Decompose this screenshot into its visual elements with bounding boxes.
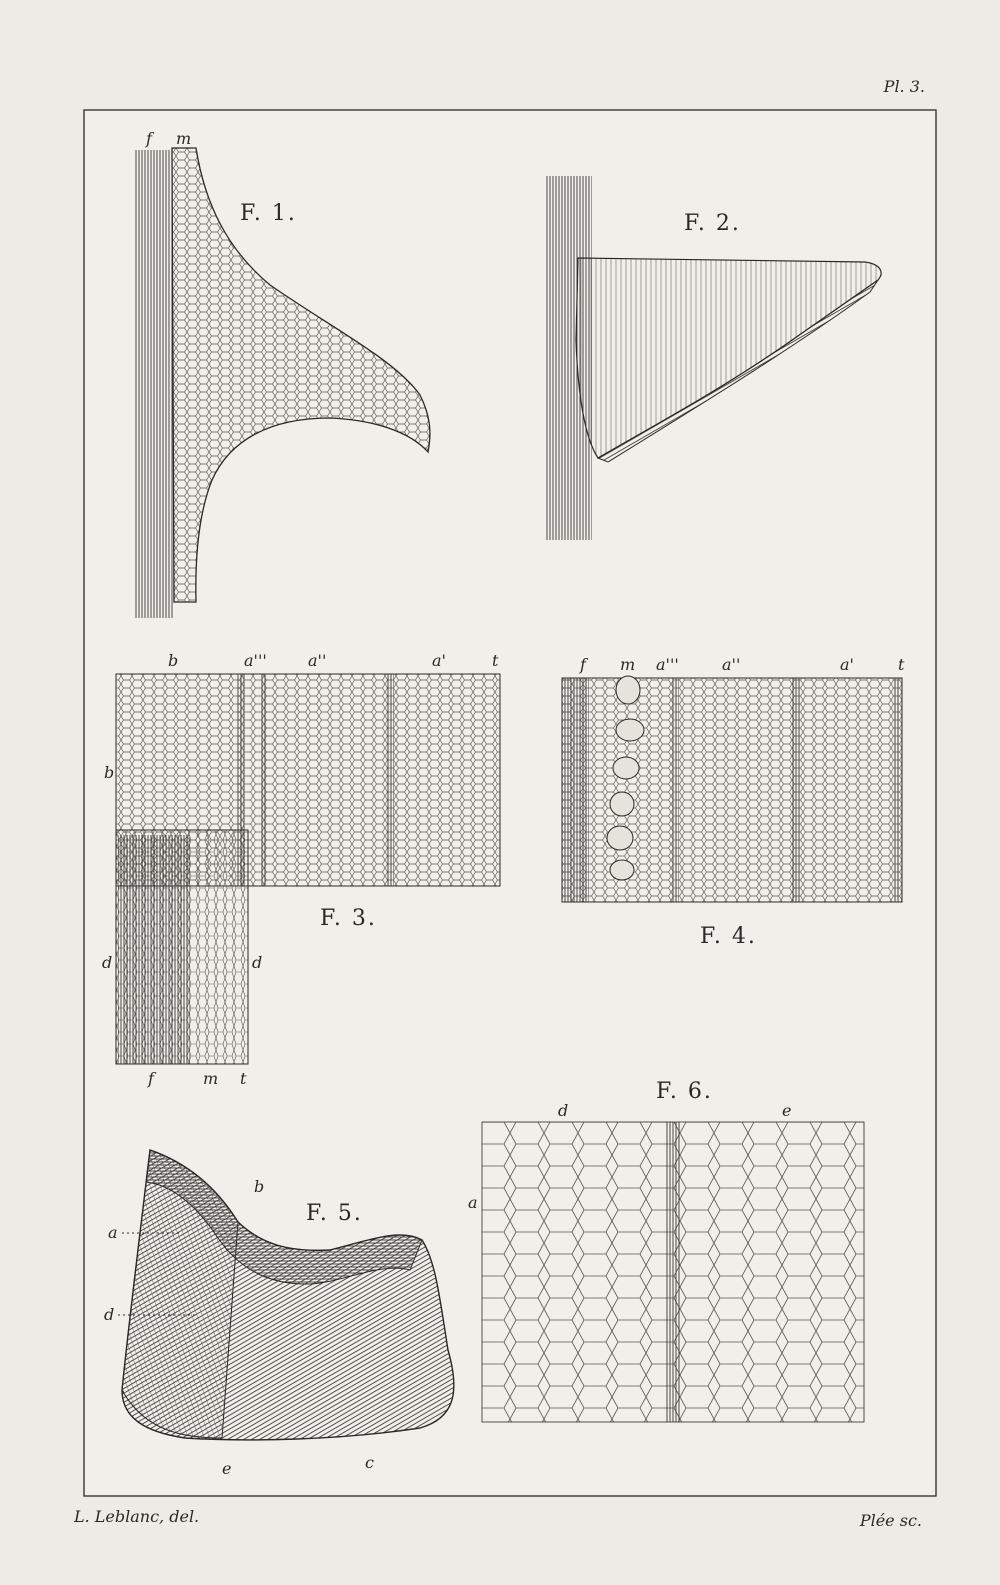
f3-label-f: f xyxy=(148,1069,154,1088)
f6-ray xyxy=(665,1122,681,1422)
credit-engraver: Plée sc. xyxy=(859,1511,922,1530)
f6-label-a: a xyxy=(468,1193,478,1212)
f4-label-a1: a' xyxy=(840,655,854,674)
f4-title: F. 4. xyxy=(700,924,757,949)
f4-label-t: t xyxy=(898,655,905,674)
f4-label-m: m xyxy=(620,655,636,674)
f6-title: F. 6. xyxy=(656,1079,713,1104)
f6-label-d: d xyxy=(558,1101,569,1120)
f1-title: F. 1. xyxy=(240,201,297,226)
f5-label-b: b xyxy=(254,1177,265,1196)
f3-label-d-right: d xyxy=(252,953,263,972)
f3-label-t-top: t xyxy=(492,651,499,670)
f4-stem xyxy=(563,678,589,902)
f3-label-a2: a'' xyxy=(308,651,327,670)
f3-stem xyxy=(118,835,190,1064)
f1-label-f: f xyxy=(146,129,152,148)
f4-ray-2 xyxy=(792,678,801,902)
f4-label-a3: a''' xyxy=(656,655,679,674)
f5-label-a: a xyxy=(108,1223,118,1242)
f3-label-t: t xyxy=(240,1069,247,1088)
credit-artist: L. Leblanc, del. xyxy=(74,1507,200,1526)
figure-6 xyxy=(468,1079,864,1422)
f1-stem xyxy=(134,150,174,618)
f4-ray-3 xyxy=(893,678,900,902)
f3-label-a3: a''' xyxy=(244,651,267,670)
f3-ray-2 xyxy=(261,674,267,886)
f5-label-c: c xyxy=(365,1453,374,1472)
f6-label-e: e xyxy=(782,1101,792,1120)
f5-title: F. 5. xyxy=(306,1201,363,1226)
f3-label-b-top: b xyxy=(168,651,179,670)
f3-title: F. 3. xyxy=(320,906,377,931)
f3-label-a1: a' xyxy=(432,651,446,670)
f3-label-m: m xyxy=(203,1069,219,1088)
f4-label-a2: a'' xyxy=(722,655,741,674)
f5-label-d: d xyxy=(104,1305,115,1324)
f3-label-d-left: d xyxy=(102,953,113,972)
f4-label-f: f xyxy=(580,655,586,674)
plate-number: Pl. 3. xyxy=(883,77,925,96)
f1-label-m: m xyxy=(176,129,192,148)
f3-ray-3 xyxy=(387,674,394,886)
f3-label-b-side: b xyxy=(104,763,115,782)
f5-label-e: e xyxy=(222,1459,232,1478)
f2-title: F. 2. xyxy=(684,211,741,236)
f4-ray-1 xyxy=(671,678,679,902)
